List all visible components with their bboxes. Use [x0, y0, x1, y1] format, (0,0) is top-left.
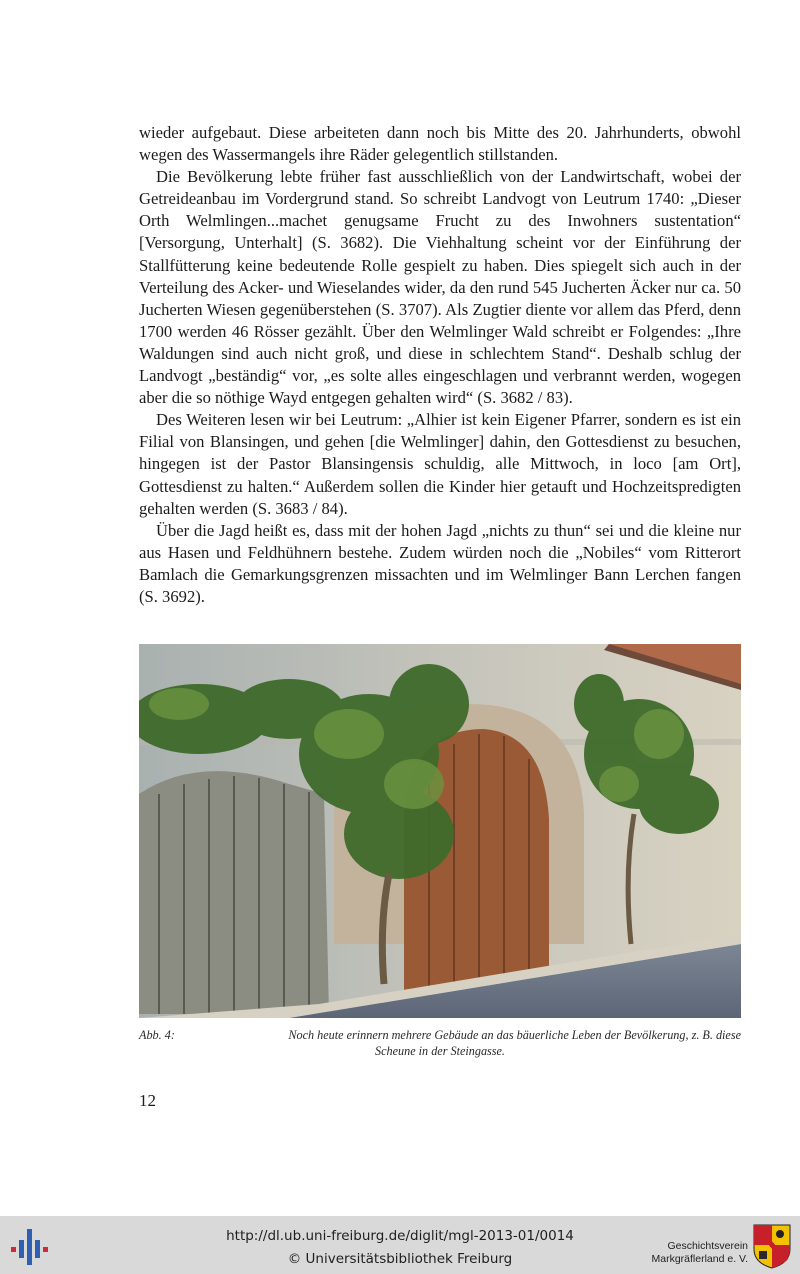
caption-line-2: Scheune in der Steingasse.	[375, 1044, 505, 1058]
society-line-1: Geschichtsverein	[667, 1240, 748, 1252]
page-number: 12	[139, 1091, 156, 1110]
figure-caption	[139, 1027, 741, 1059]
document-url-link[interactable]: http://dl.ub.uni-freiburg.de/diglit/mgl-2013-01/0014	[226, 1228, 574, 1244]
paragraph: Die Bevölkerung lebte früher fast ausschließlich von der Landwirtschaft, wobei der Getreideanbau im Vordergrund stand. So schreibt Landvogt von Leutrum 1740: „Dieser Orth Welmlingen...machet genugsame Frucht zu des Inwohners sustentation“ [Versorgung, Unterhalt] (S. 3682). Die Viehhaltung scheint vor der Einführung der Stallfütterung keine bedeutende Rolle gespielt zu haben. Dies spiegelt sich auch in der Verteilung des Acker- und Wieselandes wider, da den rund 545 Jucherten Äcker nur ca. 50 Jucherten Wiesen gegenüberstehen (S. 3707). Als Zugtier diente vor allem das Pferd, denn 1700 werden 46 Rösser gezählt. Über den Welmlinger Wald schreibt er Folgendes: „Ihre Waldungen sind auch nicht groß, und diese in schlechtem Stand“. Deshalb schlug der Landvogt „beständig“ vor, „es solte alles eingeschlagen und verbrannt werden, wogegen aber die so nöthige Wayd entgegen gehalten wird“ (S. 3682 / 83).	[139, 167, 741, 408]
coat-of-arms-icon	[752, 1223, 792, 1269]
paragraph: Über die Jagd heißt es, dass mit der hohen Jagd „nichts zu thun“ sei und die kleine nur aus Hasen und Feldhühnern bestehe. Zudem würden noch die „Nobiles“ vom Ritterort Bamlach die Gemarkungsgrenzen missachten und im Welmlinger Bann Lerchen fangen (S. 3692).	[139, 520, 741, 606]
paragraph: Des Weiteren lesen wir bei Leutrum: „Alhier ist kein Eigener Pfarrer, sondern es ist ein Filial von Blansingen, und gehen [die Welmlinger] dahin, den Gottesdienst zu besuchen, hingegen ist der Pastor Blansingensis schuldig, alle Mittwoch, in loco [am Ort], Gottesdienst zu halten.“ Außerdem sollen die Kinder hier getauft und Hochzeitspredigten gehalten werden (S. 3683 / 84).	[139, 410, 741, 518]
barn-photo-illustration	[139, 644, 741, 1018]
society-line-2: Markgräflerland e. V.	[651, 1253, 748, 1265]
paragraph: wieder aufgebaut. Diese arbeiteten dann noch bis Mitte des 20. Jahrhunderts, obwohl wegen des Wassermangels ihre Räder gelegentlich stillstanden.	[139, 123, 741, 165]
caption-label: Abb. 4:	[139, 1028, 175, 1042]
footer-bar	[0, 1216, 800, 1274]
caption-line-1: Noch heute erinnern mehrere Gebäude an das bäuerliche Leben der Bevölkerung, z. B. diese	[288, 1028, 741, 1042]
text-block	[139, 122, 741, 608]
copyright-text: © Universitätsbibliothek Freiburg	[287, 1251, 513, 1267]
barn-photo	[139, 644, 741, 1018]
society-name	[652, 1240, 749, 1266]
